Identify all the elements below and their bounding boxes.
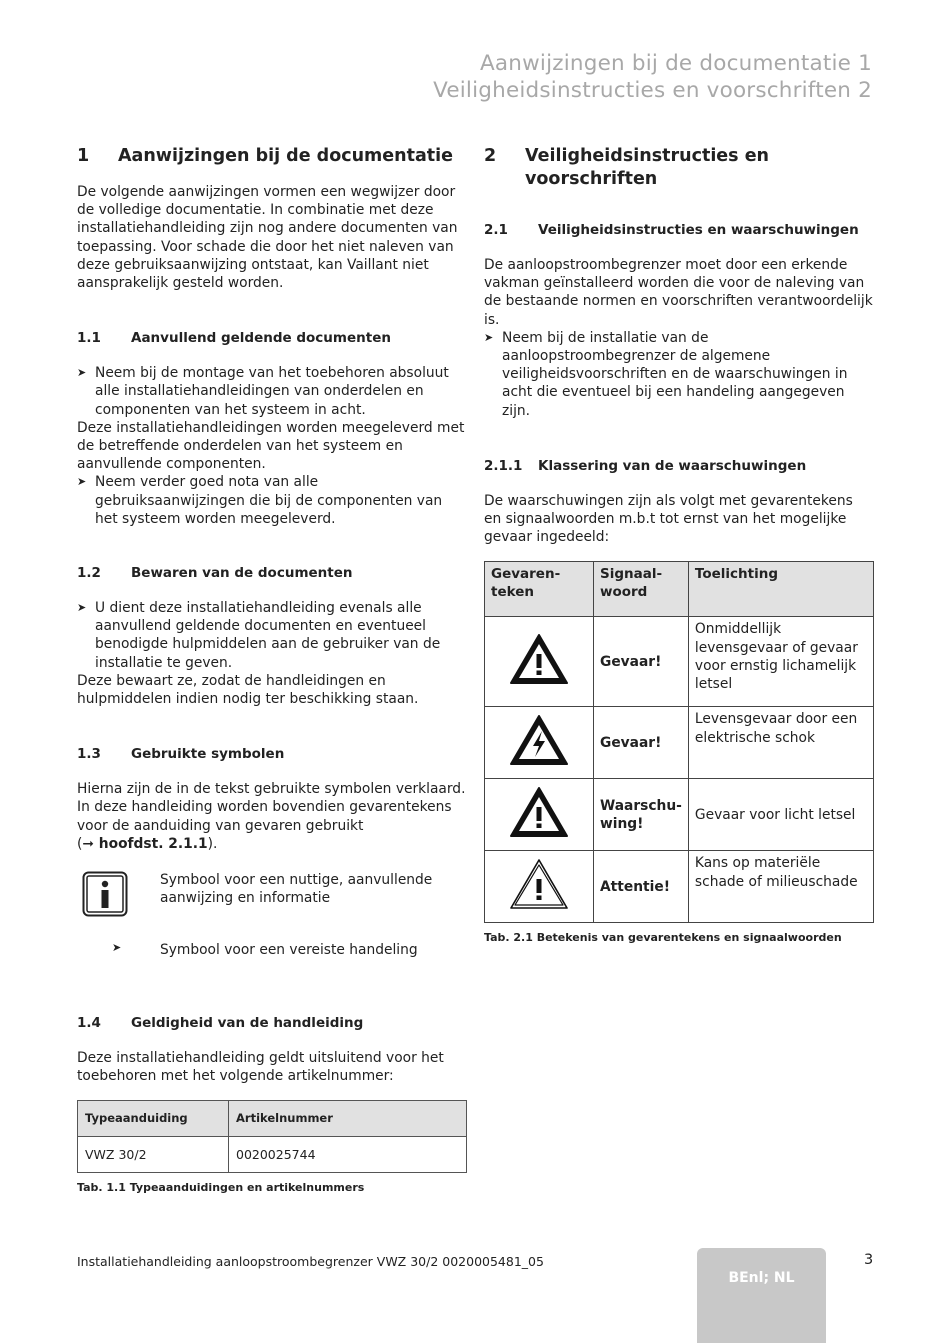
section-1-2-heading: 1.2 Bewaren van de documenten <box>77 565 353 582</box>
table-header: Typeaanduiding <box>78 1100 229 1136</box>
action-symbol-text: Symbool voor een vereiste handeling <box>160 942 418 959</box>
footer-text: Installatiehandleiding aanloopstroombegrenzer VWZ 30/2 0020005481_05 <box>77 1254 544 1269</box>
action-symbol-row <box>77 941 467 959</box>
table-row <box>485 851 874 923</box>
section-1-heading: 1 Aanwijzingen bij de documentatie <box>77 146 454 166</box>
explanation: Onmiddellijk levensgevaar of gevaar voor ernstig lichamelijk letsel <box>688 617 873 707</box>
signal-word: Gevaar! <box>594 617 689 707</box>
explanation: Levensgevaar door een elektrische schok <box>688 707 873 779</box>
signal-word: Attentie! <box>594 851 689 923</box>
info-symbol-row <box>77 871 467 917</box>
caution-icon <box>509 858 569 910</box>
section-1-1-heading: 1.1 Aanvullend geldende documenten <box>77 330 391 347</box>
page-number: 3 <box>864 1252 874 1268</box>
table-caption: Tab. 1.1 Typeaanduidingen en artikelnummers <box>77 1180 365 1194</box>
paragraph: De aanloopstroombegrenzer moet door een erkende vakman geïnstalleerd worden die voor de naleving van de bestaande normen en voorschriften verantwoordelijk is. <box>484 257 873 328</box>
paragraph: Deze installatiehandleiding geldt uitsluitend voor het toebehoren met het volgende artikelnummer: <box>77 1050 444 1085</box>
list-item: ➤ Neem bij de installatie van de aanloopstroombegrenzer de algemene veiligheidsvoorschriften en de waarschuwingen in acht die eventueel bij een handeling aangegeven zijn. <box>484 329 848 419</box>
section-2-1-heading: 2.1 Veiligheidsinstructies en waarschuwingen <box>484 222 859 238</box>
list-item: ➤ Neem bij de montage van het toebehoren absoluut alle installatiehandleidingen van onderdelen en componenten van het systeem in acht. <box>77 365 449 418</box>
running-header-line-2: Veiligheidsinstructies en voorschriften 2 <box>433 78 872 103</box>
running-header-line-1: Aanwijzingen bij de documentatie 1 <box>480 51 872 76</box>
paragraph: De waarschuwingen zijn als volgt met gevarentekens en signaalwoorden m.b.t tot ernst van het mogelijke gevaar ingedeeld: <box>484 492 853 546</box>
table-caption: Tab. 2.1 Betekenis van gevarentekens en signaalwoorden <box>484 931 842 945</box>
right-column <box>484 145 874 944</box>
table-header: Artikelnummer <box>229 1100 467 1136</box>
warning-classification-table <box>484 561 874 923</box>
article-number-table <box>77 1100 467 1173</box>
section-1-4-heading: 1.4 Geldigheid van de handleiding <box>77 1015 364 1032</box>
explanation: Kans op materiële schade of milieuschade <box>688 851 873 923</box>
paragraph: Deze installatiehandleidingen worden meegeleverd met de betreffende onderdelen van het systeem en aanvullende componenten. <box>77 419 465 473</box>
table-cell: VWZ 30/2 <box>78 1136 229 1172</box>
list-item: ➤ U dient deze installatiehandleiding evenals alle aanvullend geldende documenten en eventueel benodigde hulpmiddelen aan de gebruiker van de installatie te geven. <box>77 600 441 671</box>
table-header: Toelichting <box>688 562 873 617</box>
table-header: Signaal-woord <box>594 562 689 617</box>
paragraph: Deze bewaart ze, zodat de handleidingen en hulpmiddelen indien nodig ter beschikking staan. <box>77 672 419 708</box>
arrow-right-icon: ➞ <box>82 835 94 852</box>
info-icon <box>82 871 128 917</box>
language-tab: BEnl; NL <box>697 1248 826 1343</box>
section-1-3-heading: 1.3 Gebruikte symbolen <box>77 746 285 763</box>
table-row <box>485 707 874 779</box>
paragraph: Hierna zijn de in de tekst gebruikte symbolen verklaard. In deze handleiding worden bovendien gevarentekens voor de aanduiding van gevaren gebruikt (➞ hoofdst. 2.1.1). <box>77 781 466 852</box>
table-row <box>78 1136 467 1172</box>
table-header: Gevaren-teken <box>485 562 594 617</box>
info-symbol-text: Symbool voor een nuttige, aanvullende aanwijzing en informatie <box>160 872 433 907</box>
running-header <box>433 50 872 104</box>
warning-icon <box>509 786 569 838</box>
table-cell: 0020025744 <box>229 1136 467 1172</box>
left-column <box>77 145 467 1194</box>
table-row <box>485 779 874 851</box>
section-2-1-1-heading: 2.1.1 Klassering van de waarschuwingen <box>484 457 807 474</box>
action-arrow-icon: ➤ <box>112 941 122 955</box>
electric-shock-warning-icon <box>509 714 569 766</box>
list-item: ➤ Neem verder goed nota van alle gebruiksaanwijzingen die bij de componenten van het systeem worden meegeleverd. <box>77 474 443 527</box>
explanation: Gevaar voor licht letsel <box>688 779 873 851</box>
section-1-intro: De volgende aanwijzingen vormen een wegwijzer door de volledige documentatie. In combinatie met deze installatiehandleiding zijn nog andere documenten van toepassing. Voor schade die door het niet naleven van deze gebruiksaanwijzing ontstaat, kan Vaillant niet aansprakelijk gesteld worden. <box>77 184 458 292</box>
danger-warning-icon <box>509 633 569 685</box>
section-2-heading: 2 Veiligheidsinstructies en voorschriften <box>484 146 770 189</box>
signal-word: Waarschu- wing! <box>594 779 689 851</box>
signal-word: Gevaar! <box>594 707 689 779</box>
table-row <box>485 617 874 707</box>
